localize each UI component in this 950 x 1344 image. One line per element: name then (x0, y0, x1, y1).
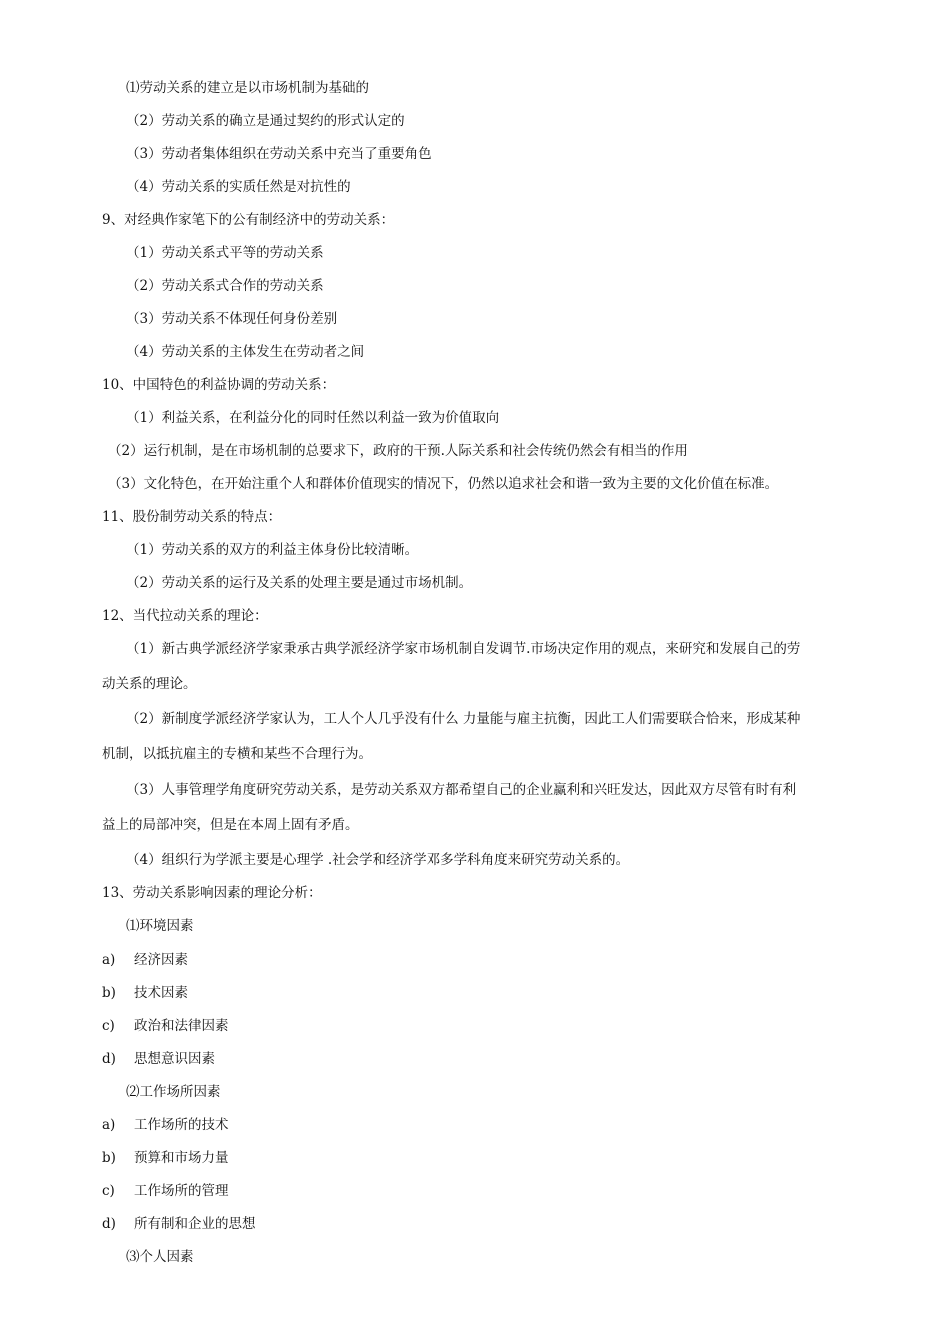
list-marker: c) (102, 1018, 115, 1034)
list-marker: b) (102, 985, 116, 1001)
list-item: （4）组织行为学派主要是心理学 .社会学和经济学邓多学科角度来研究劳动关系的。 (126, 852, 630, 868)
paragraph-line: （3）人事管理学角度研究劳动关系，是劳动关系双方都希望自己的企业赢利和兴旺发达，因此双方尽管有时有利 (126, 782, 797, 798)
paragraph-line: （2）新制度学派经济学家认为，工人个人几乎没有什么 力量能与雇主抗衡，因此工人们需要联合恰来，形成某种 (126, 711, 801, 727)
section-heading-12: 12、当代拉动关系的理论： (102, 608, 268, 624)
list-item: 政治和法律因素 (134, 1018, 229, 1034)
list-marker: d) (102, 1051, 116, 1067)
subsection-heading: ⑵工作场所因素 (126, 1084, 221, 1100)
list-item: 思想意识因素 (134, 1051, 215, 1067)
list-item: 经济因素 (134, 952, 188, 968)
section-heading-9: 9、对经典作家笔下的公有制经济中的劳动关系： (102, 212, 395, 228)
list-item: （2）劳动关系的运行及关系的处理主要是通过市场机制。 (126, 575, 473, 591)
paragraph (102, 639, 847, 694)
subsection-heading: ⑴环境因素 (126, 918, 194, 934)
list-item: 工作场所的技术 (134, 1117, 229, 1133)
list-item: （4）劳动关系的主体发生在劳动者之间 (126, 344, 365, 360)
list-item: 所有制和企业的思想 (134, 1216, 256, 1232)
paragraph-line: 益上的局部冲突，但是在本周上固有矛盾。 (102, 817, 359, 833)
list-marker: a) (102, 1117, 116, 1133)
list-item: （2）劳动关系的确立是通过契约的形式认定的 (126, 113, 405, 129)
list-item: 工作场所的管理 (134, 1183, 229, 1199)
list-item: 技术因素 (134, 985, 188, 1001)
list-item: （2）劳动关系式合作的劳动关系 (126, 278, 324, 294)
list-marker: a) (102, 952, 116, 968)
list-item: （1）利益关系，在利益分化的同时任然以利益一致为价值取向 (126, 410, 500, 426)
paragraph-line: 机制，以抵抗雇主的专横和某些不合理行为。 (102, 746, 372, 762)
list-item: （2）运行机制，是在市场机制的总要求下，政府的干预.人际关系和社会传统仍然会有相当的作用 (108, 443, 688, 459)
paragraph-line: （1）新古典学派经济学家秉承古典学派经济学家市场机制自发调节.市场决定作用的观点，来研究和发展自己的劳 (126, 641, 801, 657)
subsection-heading: ⑶个人因素 (126, 1249, 194, 1265)
list-item: （1）劳动关系的双方的利益主体身份比较清晰。 (126, 542, 419, 558)
list-marker: d) (102, 1216, 116, 1232)
section-heading-10: 10、中国特色的利益协调的劳动关系： (102, 377, 336, 393)
list-item: ⑴劳动关系的建立是以市场机制为基础的 (126, 80, 369, 96)
paragraph (102, 780, 847, 835)
list-item: （3）劳动者集体组织在劳动关系中充当了重要角色 (126, 146, 432, 162)
list-marker: c) (102, 1183, 115, 1199)
paragraph-line: 动关系的理论。 (102, 676, 197, 692)
paragraph (102, 709, 847, 764)
list-item: （3）劳动关系不体现任何身份差别 (126, 311, 338, 327)
list-item: （3）文化特色，在开始注重个人和群体价值现实的情况下，仍然以追求社会和谐一致为主要的文化价值在标准。 (108, 476, 779, 492)
list-marker: b) (102, 1150, 116, 1166)
list-item: 预算和市场力量 (134, 1150, 229, 1166)
list-item: （1）劳动关系式平等的劳动关系 (126, 245, 324, 261)
list-item: （4）劳动关系的实质任然是对抗性的 (126, 179, 351, 195)
section-heading-11: 11、股份制劳动关系的特点： (102, 509, 282, 525)
section-heading-13: 13、劳动关系影响因素的理论分析： (102, 885, 322, 901)
